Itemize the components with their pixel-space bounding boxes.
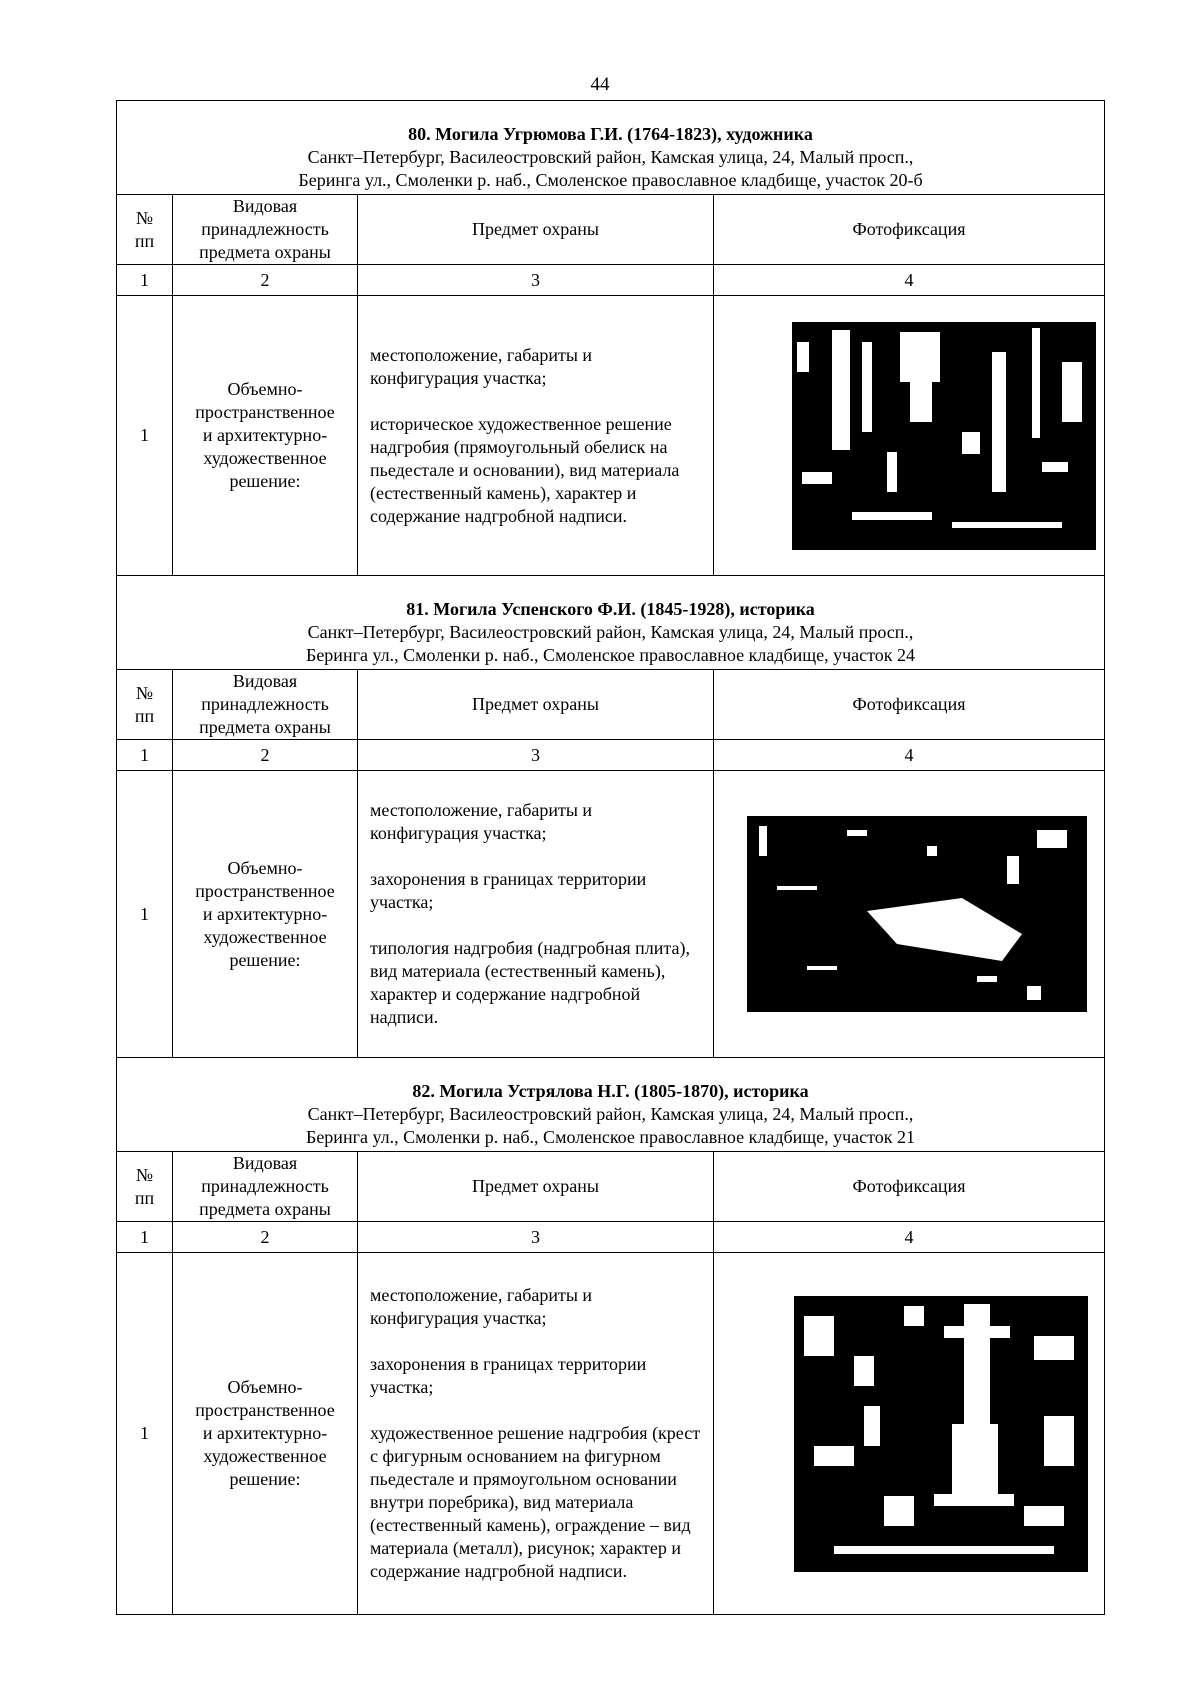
subject-paragraph: художественное решение надгробия (крест с фигурным основанием на фигурном пьедестале и прямоугольном основании внутри поребрика), вид материала (естественный камень), ограждение – вид материала (металл), рисунок; характер и содержание надгробной надписи. [370,1423,701,1581]
subject-paragraph: типология надгробия (надгробная плита), вид материала (естественный камень), характер и содержание надгробной надписи. [370,938,690,1027]
column-number-2: 2 [173,265,358,296]
column-number-2: 2 [173,740,358,771]
table-row [117,296,1105,576]
column-header-category: Видовая принадлежность предмета охраны [173,1152,358,1222]
object-title: 80. Могила Угрюмова Г.И. (1764-1823), художника [408,124,813,144]
row-number: 1 [117,1253,173,1615]
protection-category: Объемно- пространственное и архитектурно- художественное решение: [173,771,358,1058]
column-header-num: № пп [117,195,173,265]
column-number-4: 4 [714,265,1105,296]
subject-paragraph: захоронения в границах территории участка; [370,869,647,912]
subject-paragraph: историческое художественное решение надгробия (прямоугольный обелиск на пьедестале и основании), вид материала (естественный камень), характер и содержание надгробной надписи. [370,413,680,526]
protection-category: Объемно- пространственное и архитектурно- художественное решение: [173,296,358,576]
column-header-subject: Предмет охраны [358,670,714,740]
column-header-category: Видовая принадлежность предмета охраны [173,195,358,265]
grave-photo-icon [792,322,1096,550]
photo-cell [714,771,1105,1058]
object-address-line1: Санкт–Петербург, Василеостровский район, Камская улица, 24, Малый просп., [307,1104,914,1124]
photo-cell [714,296,1105,576]
column-header-num: № пп [117,1152,173,1222]
object-address-line1: Санкт–Петербург, Василеостровский район, Камская улица, 24, Малый просп., [307,147,914,167]
column-number-4: 4 [714,1222,1105,1253]
subject-paragraph: местоположение, габариты и конфигурация участка; [370,344,593,388]
column-number-4: 4 [714,740,1105,771]
object-title: 81. Могила Успенского Ф.И. (1845-1928), историка [406,599,815,619]
protection-subject [358,296,714,576]
column-number-3: 3 [358,1222,714,1253]
object-address-line2: Беринга ул., Смоленки р. наб., Смоленское православное кладбище, участок 21 [305,1127,916,1147]
column-header-photo: Фотофиксация [714,1152,1105,1222]
photo-cell [714,1253,1105,1615]
protection-category: Объемно- пространственное и архитектурно- художественное решение: [173,1253,358,1615]
grave-photo-icon [747,816,1087,1012]
column-number-1: 1 [117,1222,173,1253]
object-header [117,576,1105,670]
subject-paragraph: местоположение, габариты и конфигурация участка; [370,800,593,843]
object-address-line2: Беринга ул., Смоленки р. наб., Смоленское православное кладбище, участок 20-б [298,170,923,190]
protection-subject [358,1253,714,1615]
grave-photo-icon [794,1296,1088,1572]
column-header-photo: Фотофиксация [714,670,1105,740]
subject-paragraph: захоронения в границах территории участка; [370,1354,647,1397]
row-number: 1 [117,771,173,1058]
object-header [117,101,1105,195]
object-address-line2: Беринга ул., Смоленки р. наб., Смоленское православное кладбище, участок 24 [305,645,916,665]
column-number-3: 3 [358,265,714,296]
column-header-subject: Предмет охраны [358,1152,714,1222]
heritage-table [116,100,1105,1615]
column-header-num: № пп [117,670,173,740]
column-number-1: 1 [117,740,173,771]
column-header-photo: Фотофиксация [714,195,1105,265]
subject-paragraph: местоположение, габариты и конфигурация участка; [370,1285,593,1328]
column-number-2: 2 [173,1222,358,1253]
page-number: 44 [590,74,610,95]
table-row [117,1253,1105,1615]
column-header-category: Видовая принадлежность предмета охраны [173,670,358,740]
column-number-3: 3 [358,740,714,771]
object-title: 82. Могила Устрялова Н.Г. (1805-1870), историка [412,1081,809,1101]
protection-subject [358,771,714,1058]
row-number: 1 [117,296,173,576]
object-header [117,1058,1105,1152]
column-number-1: 1 [117,265,173,296]
column-header-subject: Предмет охраны [358,195,714,265]
table-row [117,771,1105,1058]
object-address-line1: Санкт–Петербург, Василеостровский район, Камская улица, 24, Малый просп., [307,622,914,642]
